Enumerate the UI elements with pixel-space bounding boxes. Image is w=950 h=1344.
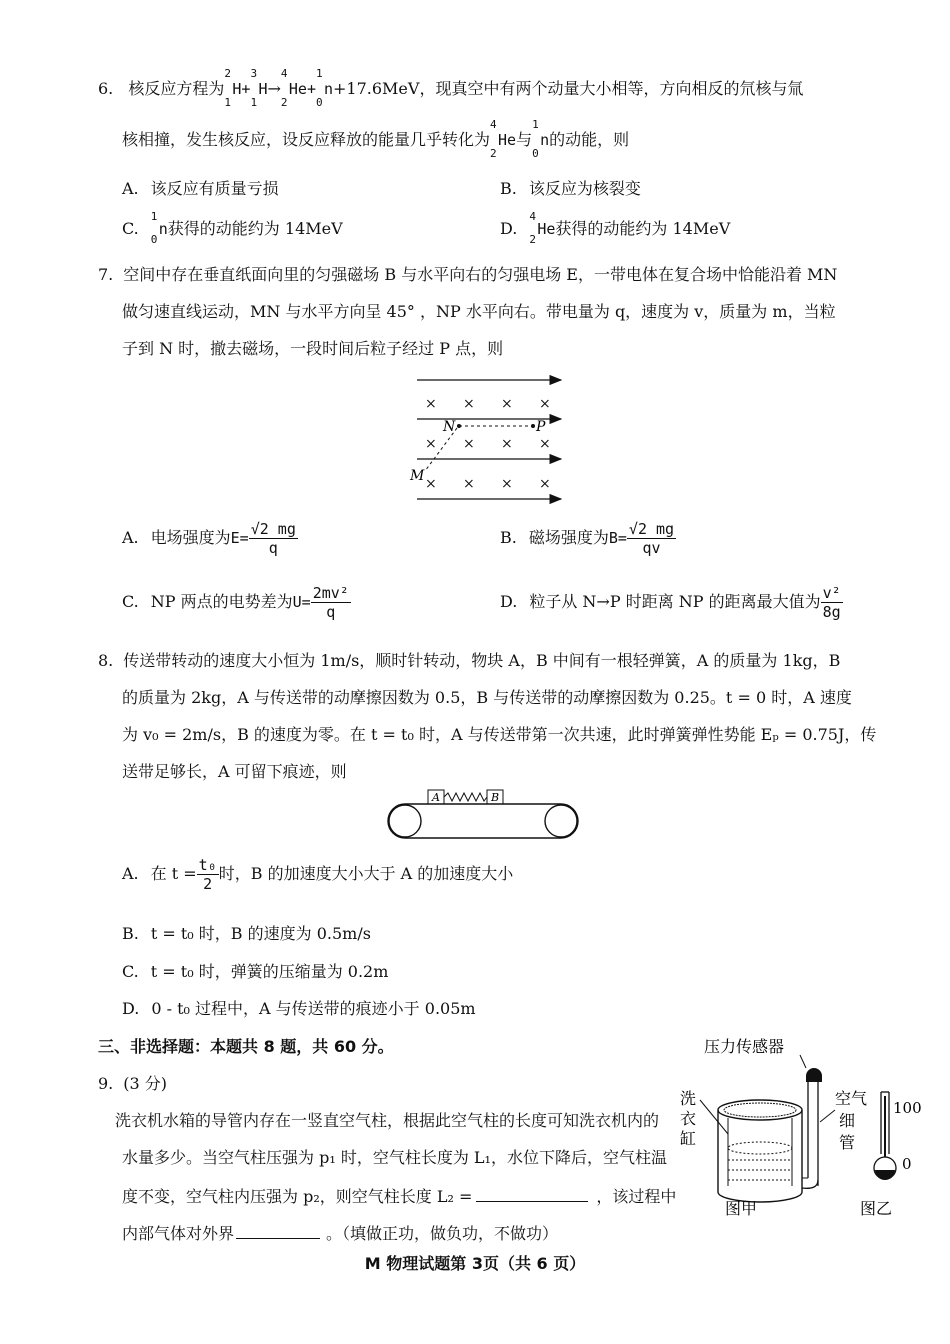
magnetic-field-crosses — [425, 396, 551, 492]
svg-text:×: × — [539, 476, 551, 492]
q8-option-a[interactable]: A. 在 t = $\frac{\text{t₀}}{2}$ 时，B 的加速度大小大于 A 的加速度大小 — [122, 856, 514, 893]
svg-text:×: × — [425, 436, 437, 452]
q6-stem-line1: 6. 核反应方程为 2 1 H+ 3 1 H→ 4 2 He+ 1 0 n+17.6MeV，现真空中有两个动量大小相等，方向相反的氘核与氚 — [98, 67, 804, 109]
q6-isotope-h2: 2 1 H — [224, 67, 242, 109]
q8-stem-line2: 的质量为 2kg，A 与传送带的动摩擦因数为 0.5，B 与传送带的动摩擦因数为 0.25。t = 0 时，A 速度 — [122, 688, 852, 707]
q9-line2: 水量多少。当空气柱压强为 p₁ 时，空气柱长度为 L₁，水位下降后，空气柱温 — [122, 1148, 667, 1167]
gauge-max: 100 — [893, 1099, 922, 1117]
q6-isotope-he4: 4 2 He — [280, 67, 307, 109]
svg-text:×: × — [501, 476, 513, 492]
q6-isotope-h3: 3 1 H — [250, 67, 268, 109]
point-p — [531, 424, 535, 428]
svg-text:缸: 缸 — [680, 1129, 697, 1148]
q8-option-b[interactable]: B. t = t₀ 时，B 的速度为 0.5m/s — [122, 924, 371, 943]
q9-figure — [672, 1030, 940, 1226]
q7-field-figure — [405, 370, 570, 508]
q6-option-c[interactable]: C. 1 0 n获得的动能约为 14MeV — [122, 210, 343, 246]
page-footer: M 物理试题第 3页（共 6 页） — [364, 1254, 586, 1273]
q6-stem-suffix: ，现真空中有两个动量大小相等，方向相反的氘核与氚 — [419, 79, 804, 98]
q7-option-c[interactable]: C. NP 两点的电势差为U= $\frac{\text{2mv²}}{q}$ — [122, 584, 349, 621]
q6-stem-line2: 核相撞，发生核反应，设反应释放的能量几乎转化为 4 2 He与 1 0 n的动能，则 — [122, 118, 630, 160]
q9-line4: 内部气体对外界 。（填做正功，做负功，不做功） — [122, 1220, 558, 1246]
washing-tub — [718, 1100, 802, 1202]
label-n: N — [443, 419, 456, 435]
tub-label — [680, 1089, 696, 1148]
svg-text:洗: 洗 — [680, 1089, 697, 1108]
air-tube — [802, 1068, 822, 1188]
svg-text:×: × — [463, 476, 475, 492]
q9-blank-work[interactable] — [236, 1220, 320, 1239]
svg-text:×: × — [463, 436, 475, 452]
q7-option-d[interactable]: D. 粒子从 N→P 时距离 NP 的距离最大值为 $\frac{\text{v²}}{8g}$ — [500, 584, 841, 621]
label-a: A — [432, 791, 440, 804]
q7-stem-line1: 7. 空间中存在垂直纸面向里的匀强磁场 B 与水平向右的匀强电场 E，一带电体在复合场中恰能沿着 MN — [98, 265, 838, 284]
svg-text:管: 管 — [839, 1133, 856, 1152]
point-n — [457, 424, 461, 428]
q9-line3: 度不变，空气柱内压强为 p₂，则空气柱长度 L₂ = ，该过程中 — [122, 1183, 676, 1209]
gauge-min: 0 — [902, 1155, 912, 1173]
section3-title: 三、非选择题：本题共 8 题，共 60 分。 — [98, 1037, 394, 1056]
sensor-label: 压力传感器 — [704, 1037, 785, 1056]
tube-pointer — [820, 1110, 835, 1122]
q9-line1: 洗衣机水箱的导管内存在一竖直空气柱，根据此空气柱的长度可知洗衣机内的 — [115, 1111, 660, 1130]
q6-he4-ref: 4 2 He — [490, 118, 517, 160]
q7-option-a[interactable]: A. 电场强度为E= $\frac{√2 mg}{q}$ — [122, 520, 296, 557]
q6-number: 6. — [98, 79, 114, 98]
q8-conveyor-figure — [385, 786, 585, 844]
q6-option-a[interactable]: A. 该反应有质量亏损 — [122, 179, 279, 198]
q8-stem-line4: 送带足够长，A 可留下痕迹，则 — [122, 762, 347, 781]
q6-option-d[interactable]: D. 4 2 He获得的动能约为 14MeV — [500, 210, 731, 246]
svg-text:×: × — [425, 476, 437, 492]
svg-text:×: × — [539, 396, 551, 412]
q6-option-b[interactable]: B. 该反应为核裂变 — [500, 179, 641, 198]
label-p: P — [536, 419, 546, 435]
q7-option-b[interactable]: B. 磁场强度为B= $\frac{√2 mg}{qv}$ — [500, 520, 675, 557]
pressure-sensor — [806, 1068, 822, 1082]
q8-stem-line3: 为 v₀ = 2m/s，B 的速度为零。在 t = t₀ 时，A 与传送带第一次共速，此时弹簧弹性势能 Eₚ = 0.75J，传 — [122, 725, 877, 744]
spring — [444, 793, 487, 801]
right-pulley — [545, 805, 577, 837]
q7-stem-line3: 子到 N 时，撤去磁场，一段时间后粒子经过 P 点，则 — [122, 339, 504, 358]
q6-stem-prefix: 核反应方程为 — [128, 79, 225, 98]
label-m: M — [410, 468, 425, 484]
svg-text:衣: 衣 — [680, 1109, 697, 1128]
svg-text:×: × — [425, 396, 437, 412]
q8-option-c[interactable]: C. t = t₀ 时，弹簧的压缩量为 0.2m — [122, 962, 389, 981]
q8-option-d[interactable]: D. 0 - t₀ 过程中，A 与传送带的痕迹小于 0.05m — [122, 999, 476, 1018]
svg-text:×: × — [501, 396, 513, 412]
tube-label — [835, 1089, 867, 1152]
sensor-pointer — [800, 1055, 806, 1068]
svg-text:×: × — [539, 436, 551, 452]
q6-n1-ref: 1 0 n — [532, 118, 550, 160]
gauge — [874, 1092, 922, 1180]
svg-text:×: × — [501, 436, 513, 452]
q9-blank-l2[interactable] — [476, 1183, 588, 1202]
svg-text:细: 细 — [839, 1111, 856, 1130]
q6-energy: +17.6MeV — [333, 79, 420, 98]
svg-text:×: × — [463, 396, 475, 412]
q8-stem-line1: 8. 传送带转动的速度大小恒为 1m/s，顺时针转动，物块 A，B 中间有一根轻弹簧，A 的质量为 1kg，B — [98, 651, 841, 670]
left-pulley — [389, 805, 421, 837]
label-b: B — [491, 791, 500, 804]
svg-text:空气: 空气 — [835, 1089, 868, 1108]
caption-fig2: 图乙 — [860, 1199, 893, 1218]
caption-fig1: 图甲 — [725, 1199, 758, 1218]
q7-stem-line2: 做匀速直线运动，MN 与水平方向呈 45° ，NP 水平向右。带电量为 q，速度为 v，质量为 m，当粒 — [122, 302, 836, 321]
q9-header: 9. (3 分) — [98, 1074, 168, 1093]
q6-isotope-n1: 1 0 n — [315, 67, 333, 109]
